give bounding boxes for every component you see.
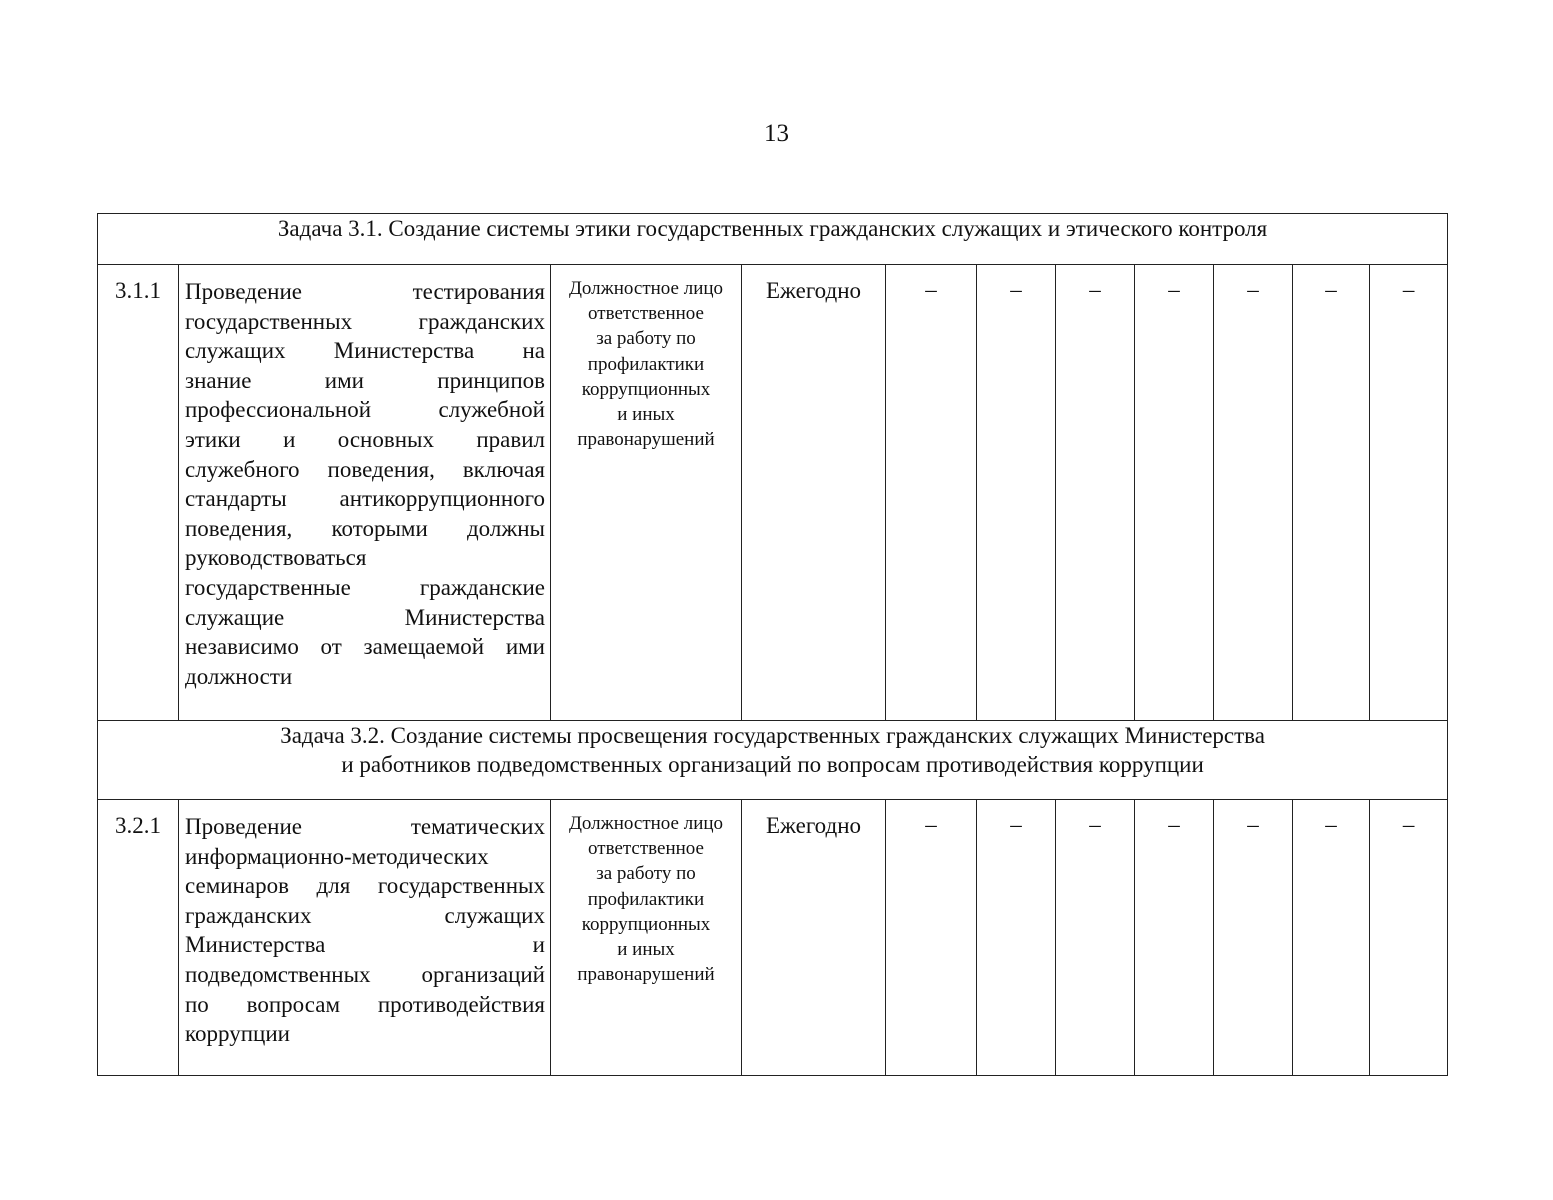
measure-name-line: стандарты антикоррупционного bbox=[185, 486, 545, 512]
measure-name-line: поведения, которыми должны bbox=[185, 515, 545, 541]
measure-name-line: должности bbox=[185, 663, 293, 689]
measure-name bbox=[179, 800, 551, 1076]
task-title-line: и работников подведомственных организаций по вопросам противодействия коррупции bbox=[341, 752, 1204, 777]
value-cell: – bbox=[977, 800, 1056, 1076]
measure-name-line: государственные гражданские bbox=[185, 574, 545, 600]
task-title-line: Задача 3.1. Создание системы этики государственных гражданских служащих и этического контроля bbox=[277, 216, 1268, 241]
value-cell: – bbox=[1370, 265, 1448, 721]
term: Ежегодно bbox=[742, 265, 886, 721]
task-title bbox=[98, 214, 1448, 265]
responsible-line: Должностное лицо bbox=[568, 813, 724, 834]
value-cell: – bbox=[1056, 265, 1135, 721]
page-number: 13 bbox=[764, 120, 789, 147]
value-cell: – bbox=[886, 800, 977, 1076]
measure-name-line: по вопросам противодействия bbox=[185, 991, 545, 1017]
measure-name-line: знание ими принципов bbox=[185, 367, 545, 393]
task-row bbox=[98, 214, 1448, 265]
measure-name-line: коррупции bbox=[185, 1021, 290, 1047]
value-cell: – bbox=[1135, 265, 1214, 721]
responsible bbox=[551, 800, 742, 1076]
measure-name-line: служащие Министерства bbox=[185, 604, 545, 630]
responsible-line: коррупционных bbox=[581, 378, 711, 400]
measure-name-line: Министерства и bbox=[185, 932, 545, 958]
value-cell: – bbox=[1293, 265, 1370, 721]
responsible-line: и иных bbox=[617, 939, 675, 961]
measure-name-line: служебного поведения, включая bbox=[185, 456, 545, 482]
row-number: 3.1.1 bbox=[98, 265, 179, 721]
measure-name-line: профессиональной служебной bbox=[185, 397, 545, 423]
measure-name-line: Проведение тестирования bbox=[185, 279, 545, 304]
measure-name-line: государственных гражданских bbox=[185, 308, 545, 334]
responsible-line: профилактики bbox=[587, 888, 705, 910]
measure-name-line: Проведение тематических bbox=[185, 814, 545, 839]
responsible-line: и иных bbox=[617, 404, 675, 426]
value-cell: – bbox=[1056, 800, 1135, 1076]
measure-name-line: служащих Министерства на bbox=[185, 338, 545, 364]
term: Ежегодно bbox=[742, 800, 886, 1076]
responsible-line: ответственное bbox=[588, 303, 704, 325]
value-cell: – bbox=[1214, 265, 1293, 721]
responsible-line: правонарушений bbox=[577, 964, 715, 986]
row-number: 3.2.1 bbox=[98, 800, 179, 1076]
measure-name-line: руководствоваться bbox=[185, 545, 367, 571]
task-row bbox=[98, 721, 1448, 800]
measure-name-line: гражданских служащих bbox=[185, 902, 545, 928]
measure-name-line: подведомственных организаций bbox=[185, 961, 545, 987]
measure-name-line: семинаров для государственных bbox=[185, 873, 545, 899]
value-cell: – bbox=[1293, 800, 1370, 1076]
responsible-line: Должностное лицо bbox=[568, 278, 724, 299]
measure-name-line: независимо от замещаемой ими bbox=[185, 634, 545, 660]
measures-table bbox=[97, 213, 1448, 1076]
responsible-line: за работу по bbox=[596, 863, 696, 885]
table-row bbox=[98, 800, 1448, 1076]
table-row bbox=[98, 265, 1448, 721]
value-cell: – bbox=[1135, 800, 1214, 1076]
value-cell: – bbox=[977, 265, 1056, 721]
responsible-line: правонарушений bbox=[577, 429, 715, 451]
measure-name bbox=[179, 265, 551, 721]
value-cell: – bbox=[886, 265, 977, 721]
responsible-line: ответственное bbox=[588, 838, 704, 860]
value-cell: – bbox=[1370, 800, 1448, 1076]
responsible-line: коррупционных bbox=[581, 913, 711, 935]
task-title-line: Задача 3.2. Создание системы просвещения государственных гражданских служащих Министерства bbox=[280, 723, 1265, 748]
responsible bbox=[551, 265, 742, 721]
measure-name-line: этики и основных правил bbox=[185, 426, 545, 452]
value-cell: – bbox=[1214, 800, 1293, 1076]
task-title bbox=[98, 721, 1448, 800]
responsible-line: за работу по bbox=[596, 328, 696, 350]
responsible-line: профилактики bbox=[587, 353, 705, 375]
measure-name-line: информационно-методических bbox=[185, 843, 489, 869]
